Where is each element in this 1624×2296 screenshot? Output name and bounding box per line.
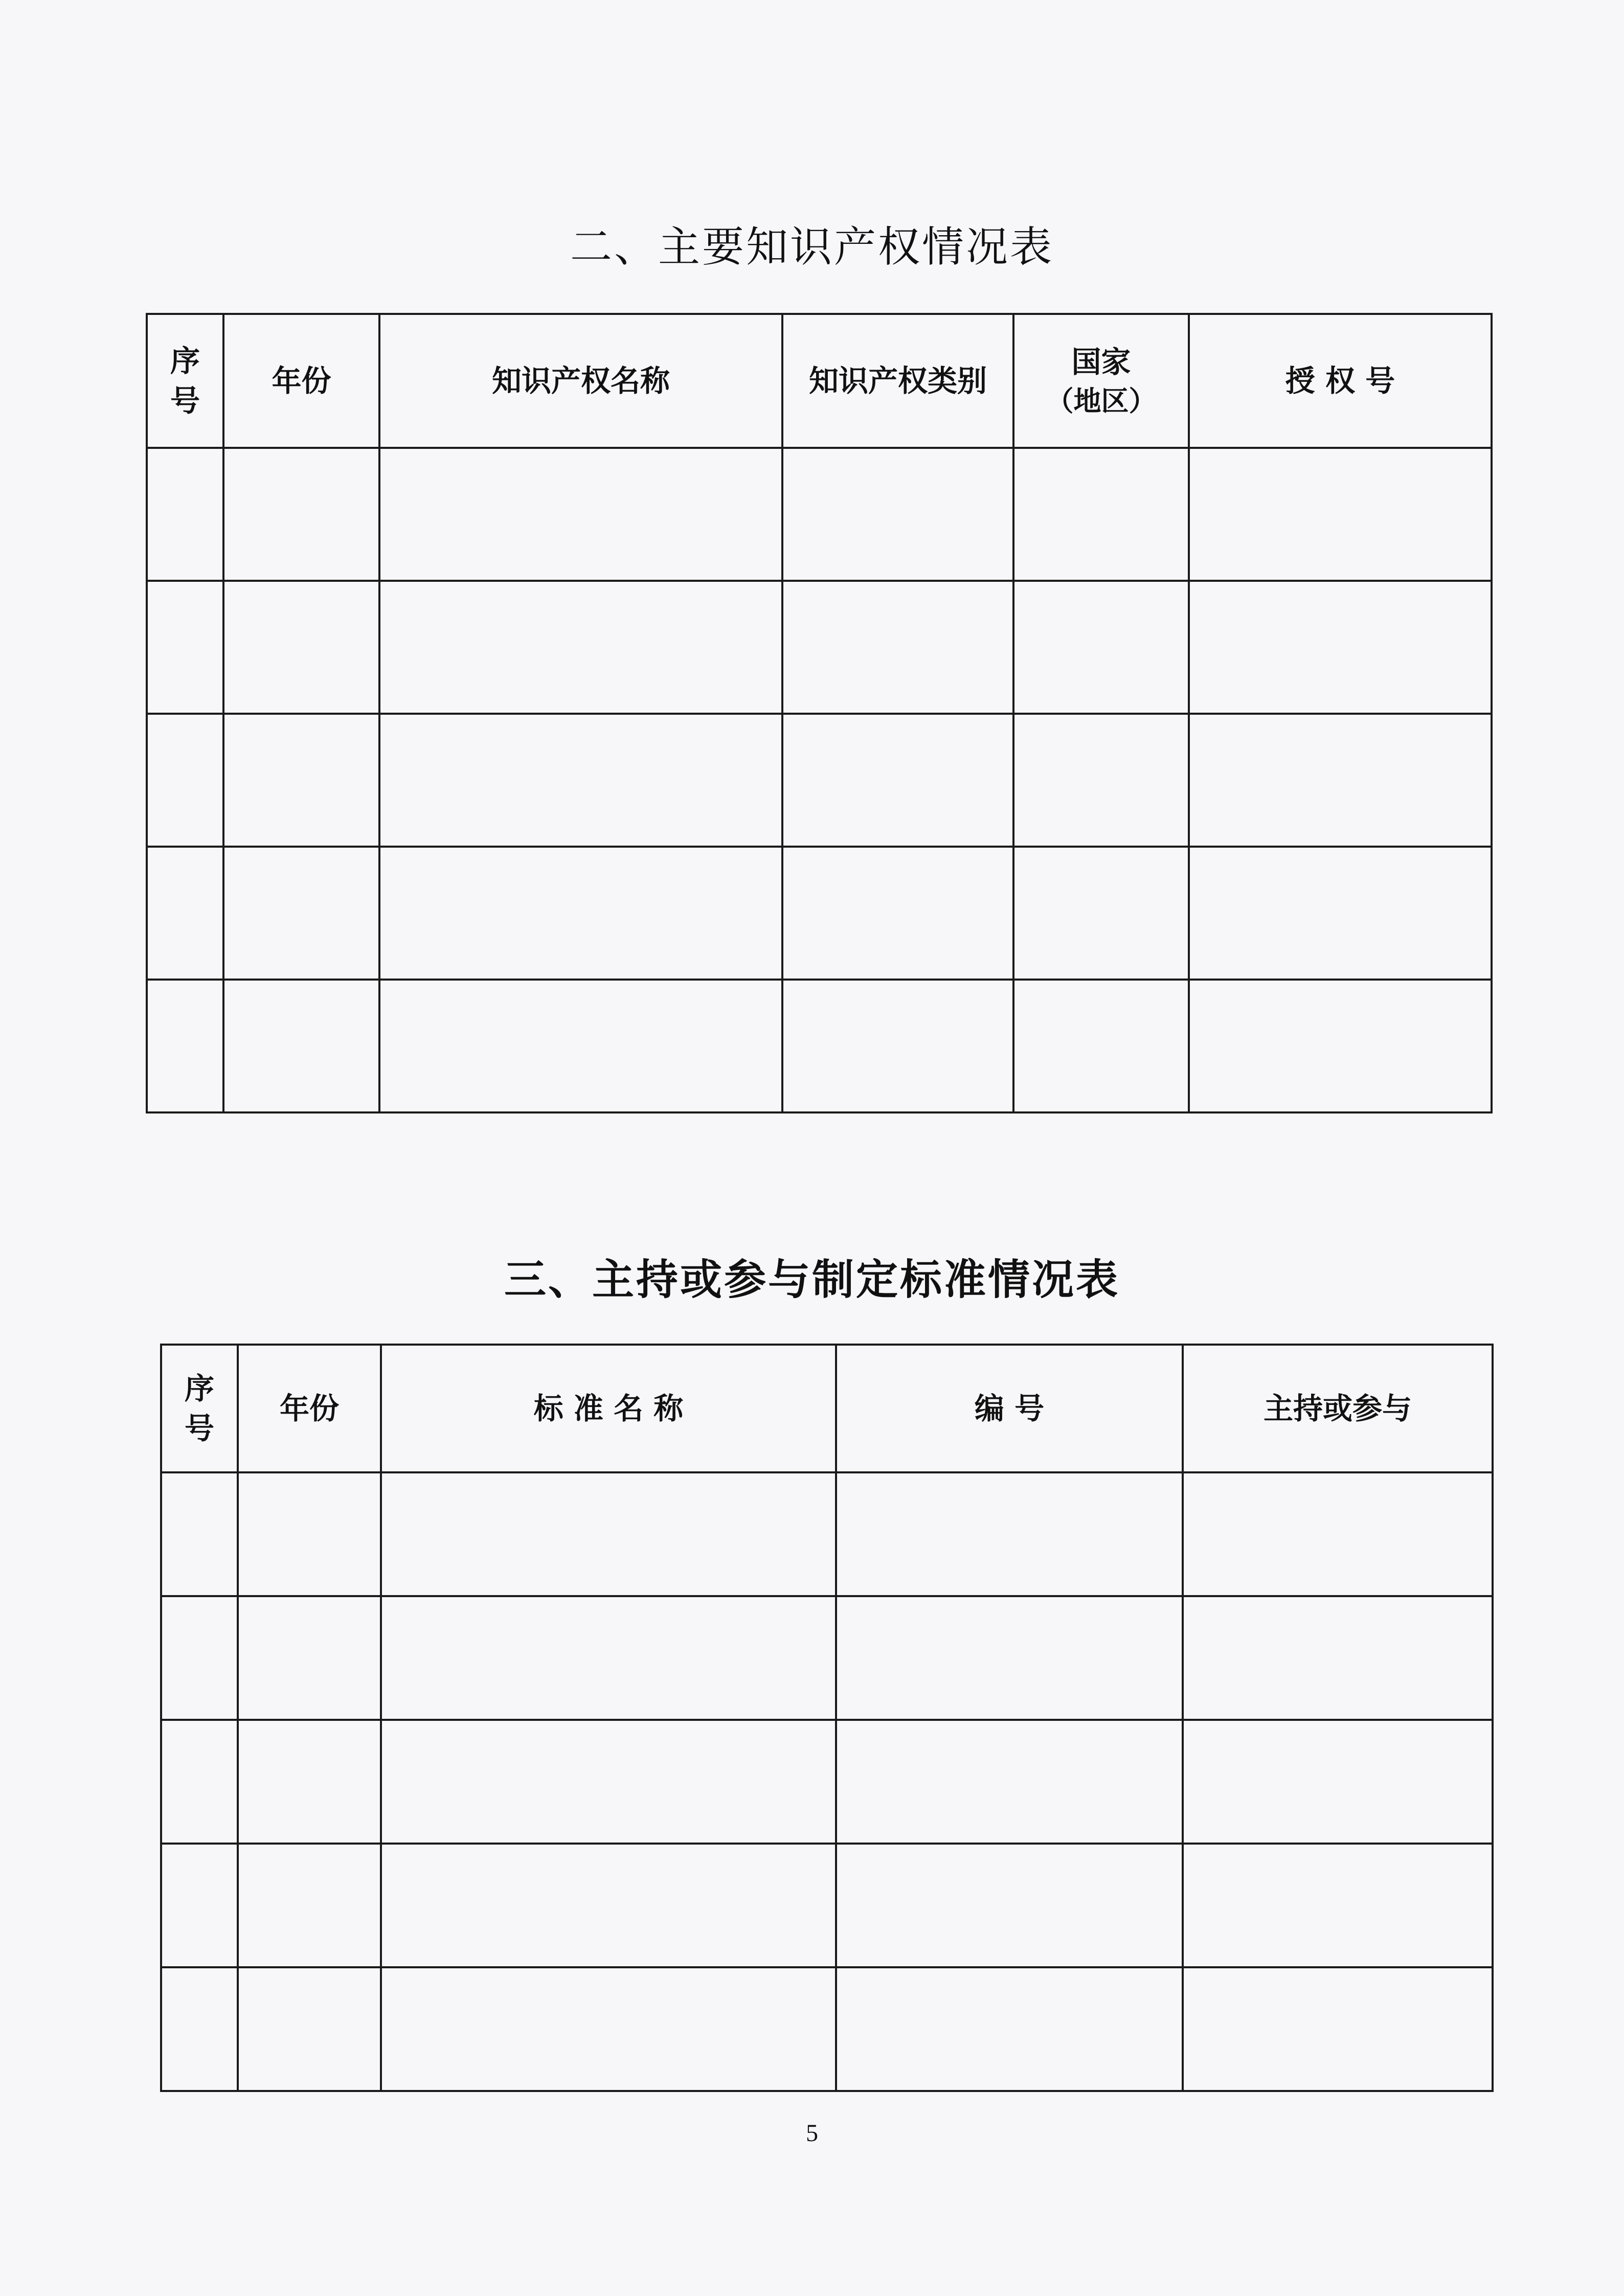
std-cell-year[interactable] (238, 1844, 381, 1967)
ip-header-grant-no: 授 权 号 (1189, 314, 1492, 448)
ip-cell-year[interactable] (223, 448, 379, 581)
ip-cell-grant-no[interactable] (1189, 714, 1492, 847)
std-cell-role[interactable] (1183, 1720, 1493, 1844)
std-header-number: 编 号 (836, 1345, 1183, 1472)
std-cell-name[interactable] (381, 1472, 836, 1596)
ip-header-seq-line1: 序 (170, 343, 200, 378)
ip-cell-seq[interactable] (147, 847, 223, 980)
standards-table-title: 三、主持或参与制定标准情况表 (504, 1255, 1120, 1304)
std-cell-role[interactable] (1183, 1596, 1493, 1720)
std-header-seq-line2: 号 (184, 1411, 214, 1446)
std-cell-year[interactable] (238, 1720, 381, 1844)
ip-cell-country[interactable] (1013, 714, 1189, 847)
table-row (147, 448, 1492, 581)
ip-header-seq (147, 314, 223, 448)
std-cell-seq[interactable] (161, 1472, 238, 1596)
table-row (161, 1720, 1493, 1844)
ip-header-country (1013, 314, 1189, 448)
ip-header-country-line1: 国家 (1071, 345, 1131, 380)
std-header-name: 标 准 名 称 (381, 1345, 836, 1472)
standards-table (160, 1344, 1494, 2092)
ip-cell-category[interactable] (782, 980, 1013, 1112)
ip-cell-name[interactable] (379, 714, 782, 847)
std-cell-name[interactable] (381, 1720, 836, 1844)
std-cell-role[interactable] (1183, 1967, 1493, 2091)
page-number: 5 (806, 2120, 818, 2147)
std-header-year: 年份 (238, 1345, 381, 1472)
table-row (147, 714, 1492, 847)
table-row (161, 1472, 1493, 1596)
ip-cell-grant-no[interactable] (1189, 581, 1492, 714)
ip-table-header-row (147, 314, 1492, 448)
ip-cell-year[interactable] (223, 714, 379, 847)
std-cell-role[interactable] (1183, 1844, 1493, 1967)
ip-cell-name[interactable] (379, 980, 782, 1112)
std-cell-role[interactable] (1183, 1472, 1493, 1596)
ip-cell-year[interactable] (223, 847, 379, 980)
ip-header-country-line2: （地区） (1046, 384, 1157, 417)
std-header-seq-line1: 序 (184, 1371, 214, 1406)
ip-cell-seq[interactable] (147, 581, 223, 714)
std-cell-year[interactable] (238, 1967, 381, 2091)
std-cell-number[interactable] (836, 1844, 1183, 1967)
std-cell-name[interactable] (381, 1967, 836, 2091)
table-row (147, 847, 1492, 980)
ip-cell-category[interactable] (782, 581, 1013, 714)
std-cell-seq[interactable] (161, 1720, 238, 1844)
std-cell-number[interactable] (836, 1720, 1183, 1844)
ip-cell-country[interactable] (1013, 581, 1189, 714)
ip-cell-country[interactable] (1013, 448, 1189, 581)
ip-cell-grant-no[interactable] (1189, 448, 1492, 581)
table-row (147, 980, 1492, 1112)
ip-cell-year[interactable] (223, 980, 379, 1112)
table-row (161, 1967, 1493, 2091)
std-cell-seq[interactable] (161, 1967, 238, 2091)
ip-cell-grant-no[interactable] (1189, 980, 1492, 1112)
ip-cell-category[interactable] (782, 847, 1013, 980)
ip-table-title: 二、主要知识产权情况表 (570, 223, 1054, 271)
ip-cell-grant-no[interactable] (1189, 847, 1492, 980)
ip-table (146, 313, 1493, 1113)
ip-header-seq-line2: 号 (170, 383, 200, 418)
std-cell-number[interactable] (836, 1596, 1183, 1720)
ip-cell-name[interactable] (379, 581, 782, 714)
std-cell-seq[interactable] (161, 1844, 238, 1967)
ip-cell-country[interactable] (1013, 847, 1189, 980)
table-row (147, 581, 1492, 714)
ip-cell-seq[interactable] (147, 448, 223, 581)
std-cell-number[interactable] (836, 1967, 1183, 2091)
std-cell-number[interactable] (836, 1472, 1183, 1596)
ip-header-year: 年份 (223, 314, 379, 448)
std-cell-seq[interactable] (161, 1596, 238, 1720)
ip-cell-name[interactable] (379, 448, 782, 581)
std-header-role: 主持或参与 (1183, 1345, 1493, 1472)
table-row (161, 1596, 1493, 1720)
ip-cell-country[interactable] (1013, 980, 1189, 1112)
ip-cell-year[interactable] (223, 581, 379, 714)
ip-cell-seq[interactable] (147, 714, 223, 847)
standards-table-header-row (161, 1345, 1493, 1472)
ip-cell-seq[interactable] (147, 980, 223, 1112)
std-cell-name[interactable] (381, 1596, 836, 1720)
std-cell-name[interactable] (381, 1844, 836, 1967)
ip-cell-name[interactable] (379, 847, 782, 980)
std-cell-year[interactable] (238, 1472, 381, 1596)
std-header-seq (161, 1345, 238, 1472)
ip-header-category: 知识产权类别 (782, 314, 1013, 448)
std-cell-year[interactable] (238, 1596, 381, 1720)
ip-header-name: 知识产权名称 (379, 314, 782, 448)
ip-cell-category[interactable] (782, 714, 1013, 847)
ip-cell-category[interactable] (782, 448, 1013, 581)
table-row (161, 1844, 1493, 1967)
